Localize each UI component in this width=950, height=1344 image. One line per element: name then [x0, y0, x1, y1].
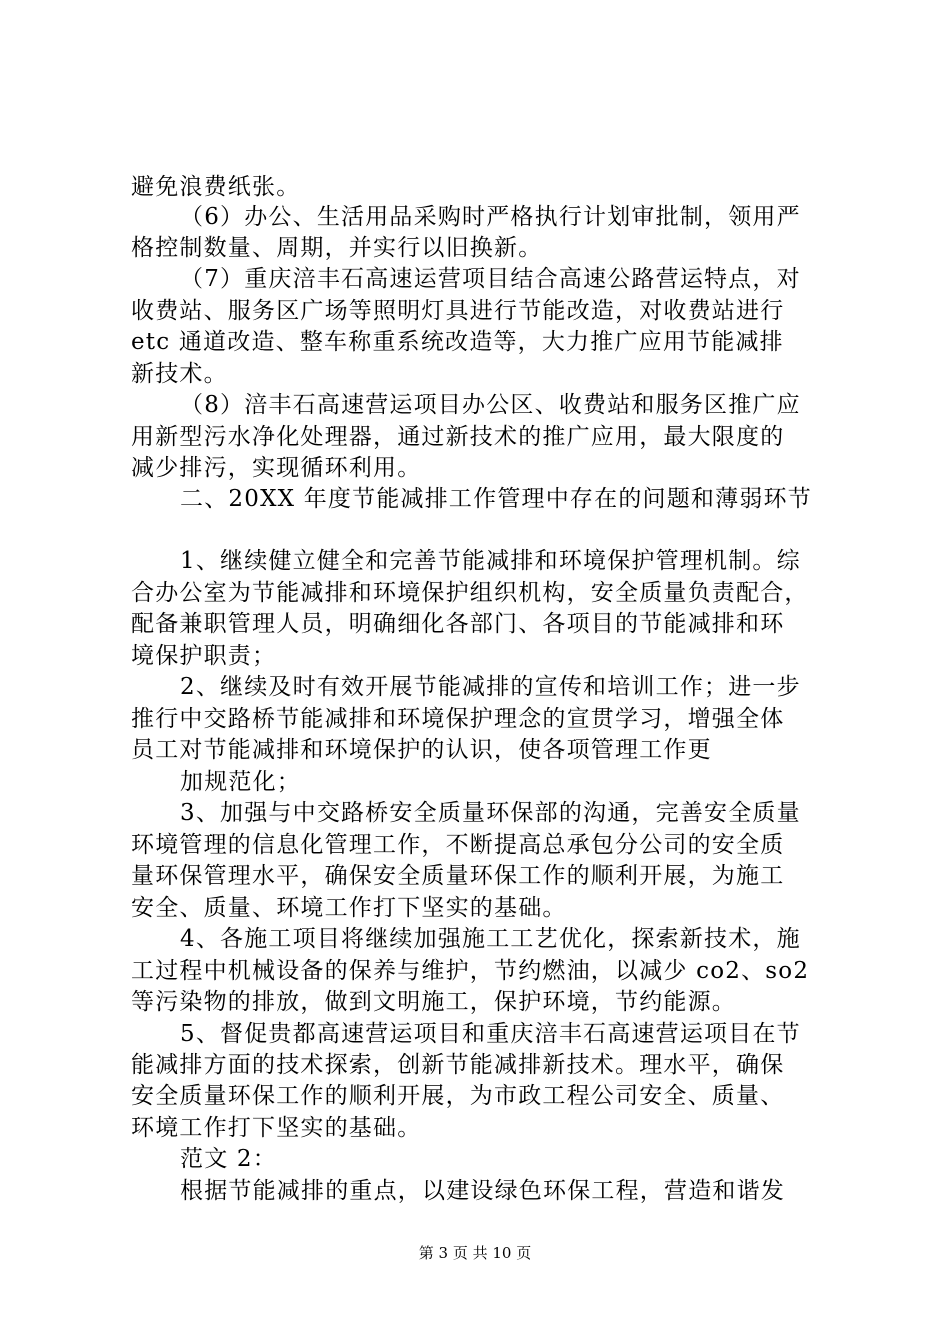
text-line: 2、继续及时有效开展节能减排的宣传和培训工作；进一步	[180, 674, 801, 700]
text-line: （8）涪丰石高速营运项目办公区、收费站和服务区推广应	[180, 392, 801, 418]
text-line: 避免浪费纸张。	[131, 174, 301, 200]
section-heading: 二、20XX 年度节能减排工作管理中存在的问题和薄弱环节	[180, 486, 812, 512]
text-line: 员工对节能减排和环境保护的认识，使各项管理工作更	[131, 737, 712, 763]
text-line: 4、各施工项目将继续加强施工工艺优化，探索新技术，施	[180, 926, 801, 952]
page-number-footer: 第 3 页 共 10 页	[418, 1244, 532, 1262]
text-line: 环境管理的信息化管理工作，不断提高总承包分公司的安全质	[131, 832, 785, 858]
text-line: 境保护职责；	[131, 643, 277, 669]
text-line: 量环保管理水平，确保安全质量环保工作的顺利开展，为施工	[131, 863, 785, 889]
text-line: 推行中交路桥节能减排和环境保护理念的宣贯学习，增强全体	[131, 706, 785, 732]
text-line: 合办公室为节能减排和环境保护组织机构，安全质量负责配合，	[131, 580, 809, 606]
text-line: 1、继续健立健全和完善节能减排和环境保护管理机制。综	[180, 548, 801, 574]
text-line: 减少排污，实现循环利用。	[131, 455, 422, 481]
text-line: 5、督促贵都高速营运项目和重庆涪丰石高速营运项目在节	[180, 1021, 801, 1047]
text-line: 安全质量环保工作的顺利开展，为市政工程公司安全、质量、	[131, 1083, 785, 1109]
text-line: 根据节能减排的重点，以建设绿色环保工程，营造和谐发	[180, 1178, 785, 1204]
text-line: 新技术。	[131, 361, 228, 387]
text-line: 范文 2：	[180, 1146, 277, 1172]
text-line: 加规范化；	[180, 769, 301, 795]
text-line: 等污染物的排放，做到文明施工，保护环境，节约能源。	[131, 989, 736, 1015]
text-line: （7）重庆涪丰石高速运营项目结合高速公路营运特点，对	[180, 266, 801, 292]
text-line: 能减排方面的技术探索，创新节能减排新技术。理水平，确保	[131, 1052, 785, 1078]
text-line: 配备兼职管理人员，明确细化各部门、各项目的节能减排和环	[131, 611, 785, 637]
text-line: 工过程中机械设备的保养与维护，节约燃油，以减少 co2、so2	[131, 958, 810, 984]
text-line: 安全、质量、环境工作打下坚实的基础。	[131, 895, 567, 921]
text-line: 格控制数量、周期，并实行以旧换新。	[131, 235, 543, 261]
text-line: 环境工作打下坚实的基础。	[131, 1115, 422, 1141]
text-line: 3、加强与中交路桥安全质量环保部的沟通，完善安全质量	[180, 800, 801, 826]
text-line: 收费站、服务区广场等照明灯具进行节能改造，对收费站进行	[131, 298, 785, 324]
text-line: etc 通道改造、整车称重系统改造等，大力推广应用节能减排	[131, 329, 784, 355]
text-line: （6）办公、生活用品采购时严格执行计划审批制，领用严	[180, 204, 801, 230]
text-line: 用新型污水净化处理器，通过新技术的推广应用，最大限度的	[131, 424, 785, 450]
